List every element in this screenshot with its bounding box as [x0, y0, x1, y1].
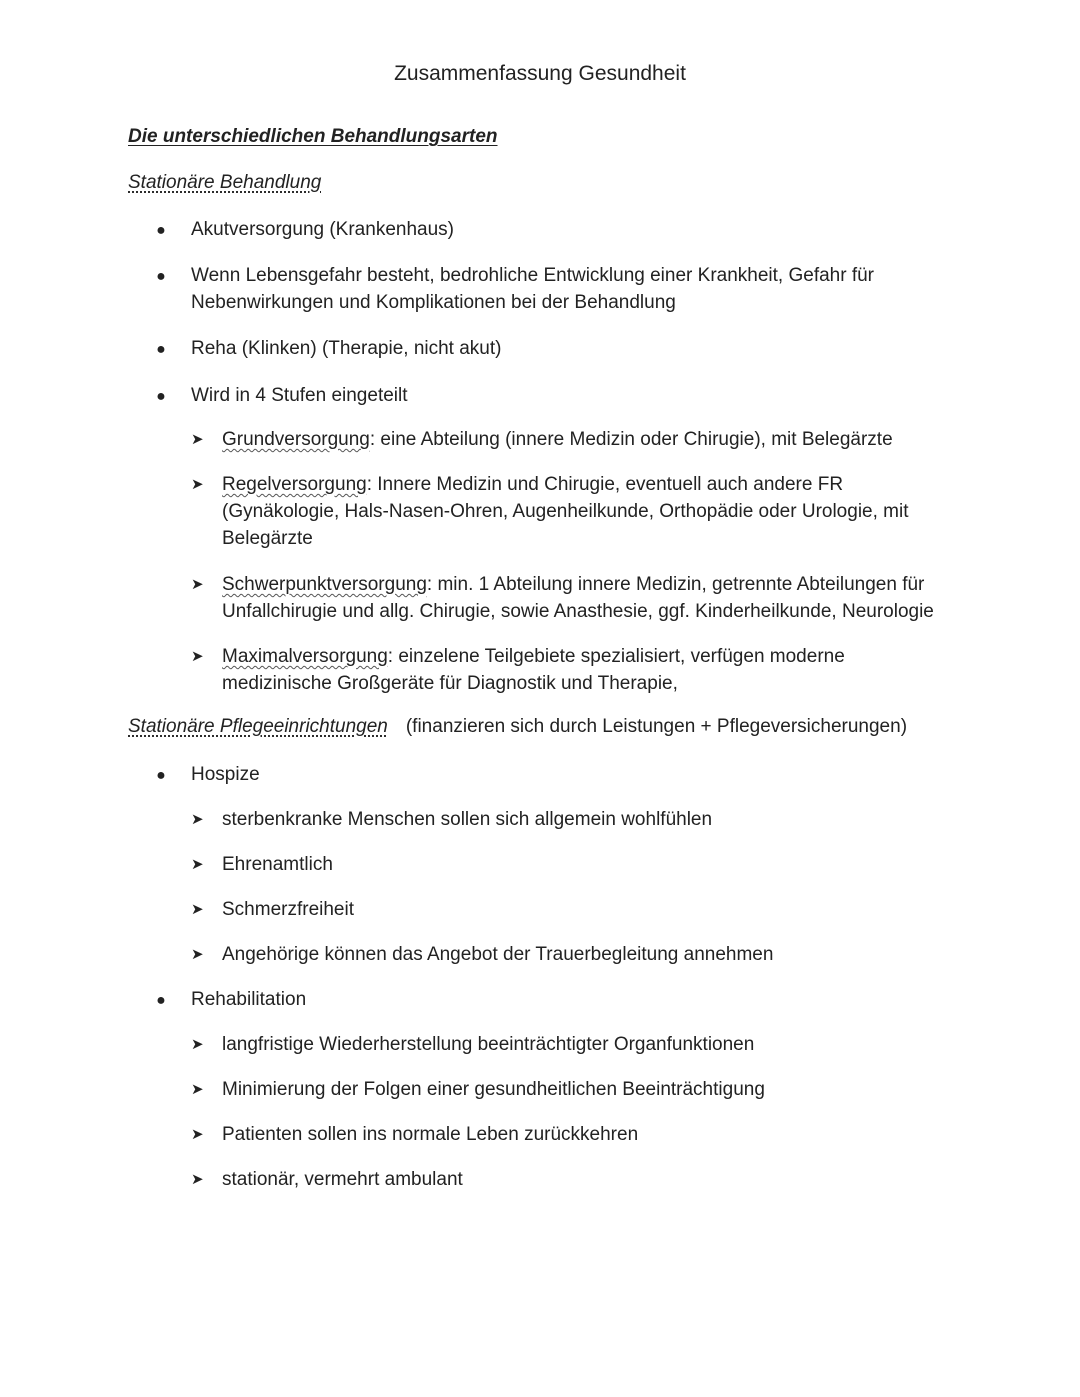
definition-continuation: (Gynäkologie, Hals-Nasen-Ohren, Augenheilkunde, Orthopädie oder Urologie, mit — [222, 501, 909, 522]
bullet-icon: ● — [156, 222, 166, 239]
list-item: Patienten sollen ins normale Leben zurückkehren — [222, 1124, 639, 1145]
subheading-label: Stationäre Pflegeeinrichtungen — [128, 716, 388, 737]
bullet-icon: ● — [156, 341, 166, 358]
list-item: Schmerzfreiheit — [222, 899, 354, 920]
arrow-bullet-icon: ➤ — [191, 1036, 204, 1053]
bullet-icon: ● — [156, 268, 166, 285]
term: Grundversorgung — [222, 429, 370, 450]
term: Regelversorgung — [222, 474, 367, 495]
term: Schwerpunktversorgung — [222, 574, 427, 595]
list-item: Ehrenamtlich — [222, 854, 333, 875]
list-item: langfristige Wiederherstellung beeinträchtigter Organfunktionen — [222, 1034, 755, 1055]
list-item: Minimierung der Folgen einer gesundheitlichen Beeinträchtigung — [222, 1079, 765, 1100]
list-item-continuation: Nebenwirkungen und Komplikationen bei der Behandlung — [191, 292, 676, 313]
definition: : einzelene Teilgebiete spezialisiert, verfügen moderne — [387, 646, 845, 667]
arrow-bullet-icon: ➤ — [191, 576, 204, 593]
definition-continuation: medizinische Großgeräte für Diagnostik und Therapie, — [222, 673, 678, 694]
section-heading: Die unterschiedlichen Behandlungsarten — [128, 126, 498, 147]
term: Maximalversorgung — [222, 646, 388, 667]
list-item: sterbenkranke Menschen sollen sich allgemein wohlfühlen — [222, 809, 713, 830]
definition: : eine Abteilung (innere Medizin oder Chirugie), mit Belegärzte — [369, 429, 893, 450]
arrow-bullet-icon: ➤ — [191, 431, 204, 448]
list-item: Reha (Klinken) (Therapie, nicht akut) — [191, 338, 502, 359]
arrow-bullet-icon: ➤ — [191, 901, 204, 918]
arrow-bullet-icon: ➤ — [191, 476, 204, 493]
definition: : Innere Medizin und Chirugie, eventuell auch andere FR — [366, 474, 844, 495]
stufe-grundversorgung — [222, 426, 893, 453]
list-item-hospize: Hospize — [191, 764, 260, 785]
definition: : min. 1 Abteilung innere Medizin, getrennte Abteilungen für — [426, 574, 925, 595]
list-item: Akutversorgung (Krankenhaus) — [191, 219, 454, 240]
page-title: Zusammenfassung Gesundheit — [394, 62, 686, 85]
definition-continuation: Belegärzte — [222, 528, 313, 549]
arrow-bullet-icon: ➤ — [191, 856, 204, 873]
list-item: Wird in 4 Stufen eingeteilt — [191, 385, 408, 406]
stufe-regelversorgung — [222, 471, 843, 498]
list-item-rehabilitation: Rehabilitation — [191, 989, 307, 1010]
bullet-icon: ● — [156, 767, 166, 784]
subheading-pflegeeinrichtungen — [128, 716, 907, 738]
subheading-note: (finanzieren sich durch Leistungen + Pflegeversicherungen) — [405, 716, 908, 737]
list-item: stationär, vermehrt ambulant — [222, 1169, 463, 1190]
bullet-icon: ● — [156, 388, 166, 405]
stufe-maximalversorgung — [222, 643, 845, 670]
definition-continuation: Unfallchirugie und allg. Chirugie, sowie Anasthesie, ggf. Kinderheilkunde, Neurologie — [222, 601, 934, 622]
arrow-bullet-icon: ➤ — [191, 1126, 204, 1143]
list-item: Angehörige können das Angebot der Trauerbegleitung annehmen — [222, 944, 774, 965]
arrow-bullet-icon: ➤ — [191, 648, 204, 665]
arrow-bullet-icon: ➤ — [191, 946, 204, 963]
stufe-schwerpunktversorgung — [222, 571, 924, 598]
list-item: Wenn Lebensgefahr besteht, bedrohliche Entwicklung einer Krankheit, Gefahr für — [191, 265, 875, 286]
arrow-bullet-icon: ➤ — [191, 1081, 204, 1098]
arrow-bullet-icon: ➤ — [191, 811, 204, 828]
subheading-stationaere-behandlung: Stationäre Behandlung — [128, 172, 322, 193]
bullet-icon: ● — [156, 992, 166, 1009]
arrow-bullet-icon: ➤ — [191, 1171, 204, 1188]
